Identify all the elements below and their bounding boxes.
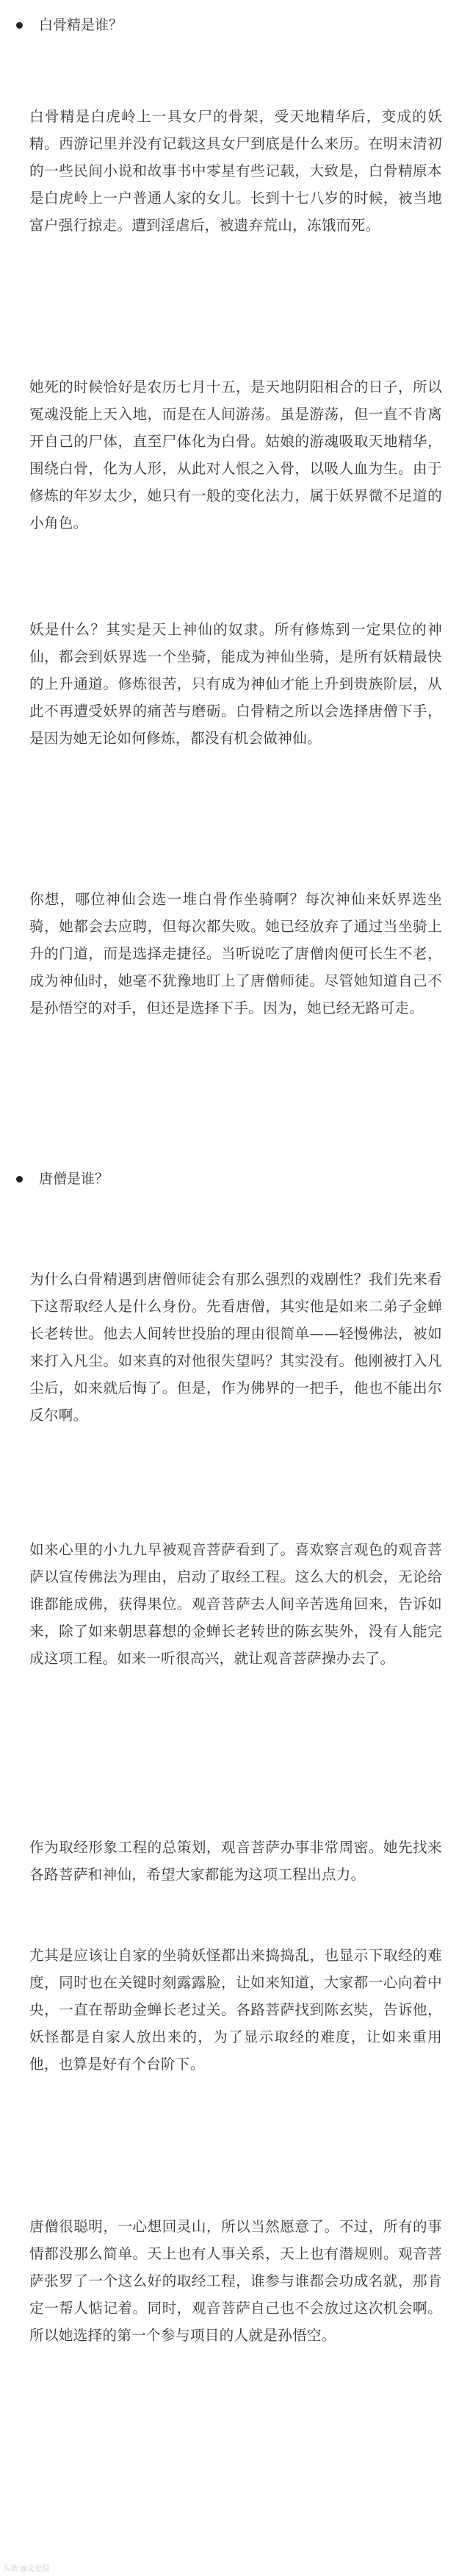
bullet-icon	[16, 22, 23, 29]
section-heading	[0, 15, 123, 35]
paragraph: 作为取经形象工程的总策划，观音菩萨办事非常周密。她先找来各路菩萨和神仙，希望大家都能为这项工程出点力。	[29, 1839, 442, 1883]
paragraph: 妖是什么？其实是天上神仙的奴隶。所有修炼到一定果位的神仙，都会到妖界选一个坐骑，能成为神仙坐骑，是所有妖精最快的上升通道。修炼很苦，只有成为神仙才能上升到贵族阶层，从此不再遭受妖界的痛苦与磨砺。白骨精之所以会选择唐僧下手，是因为她无论如何修炼，都没有机会做神仙。	[29, 621, 442, 747]
paragraph: 白骨精是白虎岭上一具女尸的骨架，受天地精华后，变成的妖精。西游记里并没有记载这具女尸到底是什么来历。在明末清初的一些民间小说和故事书中零星有些记载，大致是，白骨精原本是白虎岭上一户普通人家的女儿。长到十七八岁的时候，被当地富户强行掠走。遭到淫虐后，被遗弃荒山，冻饿而死。	[29, 108, 442, 234]
section-heading-text: 白骨精是谁？	[39, 17, 123, 33]
bullet-icon	[16, 1176, 23, 1183]
paragraph: 你想，哪位神仙会选一堆白骨作坐骑啊？每次神仙来妖界选坐骑，她都会去应聘，但每次都失败。她已经放弃了通过当坐骑上升的门道，而是选择走捷径。当听说吃了唐僧肉便可长生不老，成为神仙时，她毫不犹豫地盯上了唐僧师徒。尽管她知道自己不是孙悟空的对手，但还是选择下手。因为，她已经无路可走。	[29, 891, 442, 1016]
paragraph: 她死的时候恰好是农历七月十五，是天地阴阳相合的日子，所以冤魂没能上天入地，而是在人间游荡。虽是游荡，但一直不肯离开自己的尸体，直至尸体化为白骨。姑娘的游魂吸取天地精华，围绕白骨，化为人形，从此对人恨之入骨，以吸人血为生。由于修炼的年岁太少，她只有一般的变化法力，属于妖界微不足道的小角色。	[29, 378, 442, 531]
paragraph: 如来心里的小九九早被观音菩萨看到了。喜欢察言观色的观音菩萨以宣传佛法为理由，启动了取经工程。这么大的机会，无论给谁都能成佛，获得果位。观音菩萨去人间辛苦选角回来，告诉如来，除了如来朝思暮想的金蝉长老转世的陈玄奘外，没有人能完成这项工程。如来一听很高兴，就让观音菩萨操办去了。	[29, 1541, 442, 1667]
section-heading-text: 唐僧是谁？	[39, 1171, 109, 1187]
paragraph: 唐僧很聪明，一心想回灵山，所以当然愿意了。不过，所有的事情都没那么简单。天上也有人事关系，天上也有潜规则。观音菩萨张罗了一个这么好的取经工程，谁参与谁都会功成名就，那肯定一帮人惦记着。同时，观音菩萨自己也不会放过这次机会啊。所以她选择的第一个参与项目的人就是孙悟空。	[29, 2218, 442, 2344]
section-heading	[0, 1169, 109, 1189]
paragraph: 尤其是应该让自家的坐骑妖怪都出来捣捣乱，也显示下取经的难度，同时也在关键时刻露露脸，让如来知道，大家都一心向着中央，一直在帮助金蝉长老过关。各路菩萨找到陈玄奘，告诉他，妖怪都是自家人放出来的，为了显示取经的难度，让如来重用他，也算是好有个台阶下。	[29, 1947, 442, 2073]
paragraph: 为什么白骨精遇到唐僧师徒会有那么强烈的戏剧性？我们先来看下这帮取经人是什么身份。先看唐僧，其实他是如来二弟子金蝉长老转世。他去人间转世投胎的理由很简单——轻慢佛法，被如来打入凡尘。如来真的对他很失望吗？其实没有。他刚被打入凡尘后，如来就后悔了。但是，作为佛界的一把手，他也不能出尔反尔啊。	[29, 1271, 442, 1424]
watermark: 头条 @文史侃	[3, 2565, 50, 2573]
